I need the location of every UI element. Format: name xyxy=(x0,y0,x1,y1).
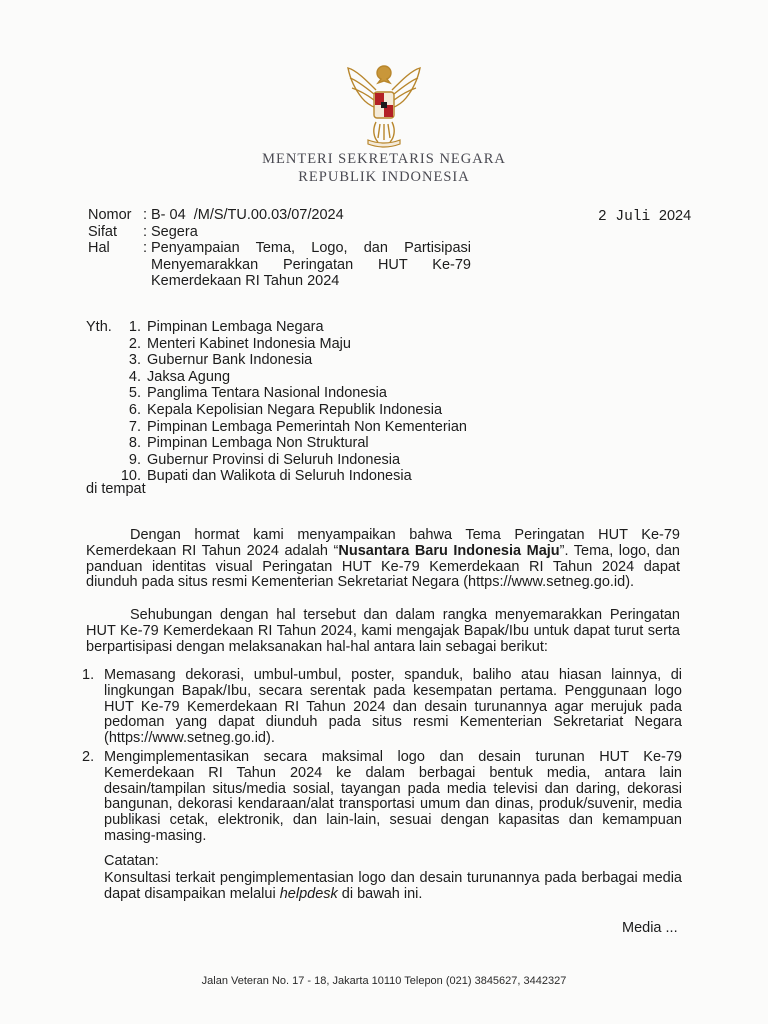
recipient-number: 1. xyxy=(128,319,141,335)
recipient-text: Pimpinan Lembaga Non Struktural xyxy=(147,435,369,452)
recipient-number: 7. xyxy=(128,418,141,435)
yth-spacer xyxy=(86,419,119,436)
nomor-label: Nomor xyxy=(88,207,132,223)
yth-spacer xyxy=(86,452,119,469)
letterhead-subtitle: REPUBLIK INDONESIA xyxy=(298,169,470,185)
date-day-month: 2 Juli xyxy=(598,209,659,225)
recipient-number: 4. xyxy=(128,368,141,385)
footer-address: Jalan Veteran No. 17 - 18, Jakarta 10110 Telepon (021) 3845627, 3442327 xyxy=(201,975,567,987)
garuda-emblem-icon xyxy=(338,60,430,150)
catatan-text-a: Konsultasi terkait pengimplementasian logo dan desain turunannya pada berbagai media dapat disampaikan melalui xyxy=(104,870,682,902)
yth-spacer xyxy=(86,352,119,369)
recipient-text: Bupati dan Walikota di Seluruh Indonesia xyxy=(147,468,412,485)
recipient-text: Menteri Kabinet Indonesia Maju xyxy=(147,335,351,352)
colon: : xyxy=(143,207,148,223)
recipient-number: 8. xyxy=(128,435,141,452)
recipient-text: Gubernur Bank Indonesia xyxy=(147,352,313,369)
recipient-item xyxy=(86,402,467,419)
recipient-item xyxy=(86,452,467,469)
item-text: Memasang dekorasi, umbul-umbul, poster, spanduk, baliho atau hiasan lainnya, di lingkungan Bapak/Ibu, secara serentak pada kesempatan pertama. Penggunaan logo HUT Ke-79 Kemerdekaan RI Tahun 2024 dan desain turunannya agar merujuk pada pedoman yang dapat diunduh pada situs resmi Kementerian Sekretariat Negara (https://www.setneg.go.id). xyxy=(104,667,682,747)
item-number: 2. xyxy=(82,749,95,765)
recipient-text: Gubernur Provinsi di Seluruh Indonesia xyxy=(147,451,401,468)
recipient-item xyxy=(86,319,467,336)
p1-text-b: ”. Tema, logo, dan panduan identitas visual Peringatan HUT Ke-79 Kemerdekaan RI Tahun 2024 dapat diunduh pada situs resmi Kementerian Sekretariat Negara (https://www.setneg.go.id). xyxy=(86,542,680,591)
recipient-text: Kepala Kepolisian Negara Republik Indonesia xyxy=(147,401,443,418)
recipient-number: 2. xyxy=(128,335,141,352)
recipient-text: Pimpinan Lembaga Pemerintah Non Kementerian xyxy=(147,418,467,435)
paragraph-partisipasi: Sehubungan dengan hal tersebut dan dalam rangka menyemarakkan Peringatan HUT Ke-79 Kemerdekaan RI Tahun 2024, kami mengajak Bapak/Ibu untuk dapat turut serta berpartisipasi dengan melaksanakan hal-hal antara lain sebagai berikut: xyxy=(86,607,680,655)
catatan-text-b: di bawah ini. xyxy=(337,885,423,902)
recipient-text: Pimpinan Lembaga Negara xyxy=(147,319,324,335)
recipient-item xyxy=(86,336,467,353)
hal-row xyxy=(88,240,471,290)
date-year: 2024 xyxy=(658,208,692,224)
colon: : xyxy=(143,240,148,256)
yth-spacer xyxy=(86,369,119,386)
recipient-text: Jaksa Agung xyxy=(147,368,231,385)
yth-spacer xyxy=(86,435,119,452)
recipient-number: 10. xyxy=(120,468,141,485)
item-text: Mengimplementasikan secara maksimal logo dan desain turunan HUT Ke-79 Kemerdekaan RI Tahun 2024 ke dalam berbagai bentuk media, antara lain desain/tampilan situs/media sosial, tayangan pada media televisi dan daring, dekorasi bangunan, dekorasi kendaraan/alat transportasi umum dan dinas, produk/suvenir, media publikasi cetak, elektronik, dan lain-lain, sesuai dengan kapasitas dan kemampuan masing-masing. xyxy=(104,749,682,844)
letterhead-title: MENTERI SEKRETARIS NEGARA xyxy=(262,151,506,167)
catatan-label: Catatan: xyxy=(104,853,159,869)
colon: : xyxy=(143,223,148,240)
page-continuation: Media ... xyxy=(622,920,678,936)
p1-text-a: Dengan hormat kami menyampaikan bahwa Tema Peringatan HUT Ke-79 Kemerdekaan RI Tahun 2024 adalah “ xyxy=(86,527,680,559)
recipient-item xyxy=(86,419,467,436)
di-tempat: di tempat xyxy=(86,481,146,497)
recipient-list xyxy=(86,319,467,485)
nomor-value: B- 04 /M/S/TU.00.03/07/2024 xyxy=(151,207,344,223)
nomor-row xyxy=(88,207,471,224)
sifat-value: Segera xyxy=(151,223,198,240)
letter-meta xyxy=(88,207,471,290)
list-item xyxy=(82,668,682,747)
paragraph-tema xyxy=(86,528,680,591)
catatan-text xyxy=(104,871,682,903)
yth-label: Yth. xyxy=(86,319,112,335)
hal-value: Penyampaian Tema, Logo, dan Partisipasi Menyemarakkan Peringatan HUT Ke-79 Kemerdekaan RI Tahun 2024 xyxy=(151,240,471,289)
recipient-text: Panglima Tentara Nasional Indonesia xyxy=(147,385,387,402)
hal-label: Hal xyxy=(88,240,110,256)
yth-spacer xyxy=(86,336,119,353)
recipient-number: 9. xyxy=(128,451,141,468)
list-item xyxy=(82,750,682,845)
sifat-row xyxy=(88,224,471,241)
yth-spacer xyxy=(86,402,119,419)
item-number: 1. xyxy=(82,667,95,683)
letter-date xyxy=(598,208,691,225)
sifat-label: Sifat xyxy=(88,223,118,240)
recipient-item xyxy=(86,385,467,402)
helpdesk-term: helpdesk xyxy=(279,885,338,902)
recipient-item xyxy=(86,352,467,369)
recipient-item xyxy=(86,369,467,386)
recipient-number: 5. xyxy=(128,385,141,402)
recipient-number: 6. xyxy=(128,401,141,418)
yth-spacer xyxy=(86,385,119,402)
recipient-number: 3. xyxy=(128,352,141,369)
theme-name: Nusantara Baru Indonesia Maju xyxy=(338,542,560,559)
recipient-item xyxy=(86,435,467,452)
